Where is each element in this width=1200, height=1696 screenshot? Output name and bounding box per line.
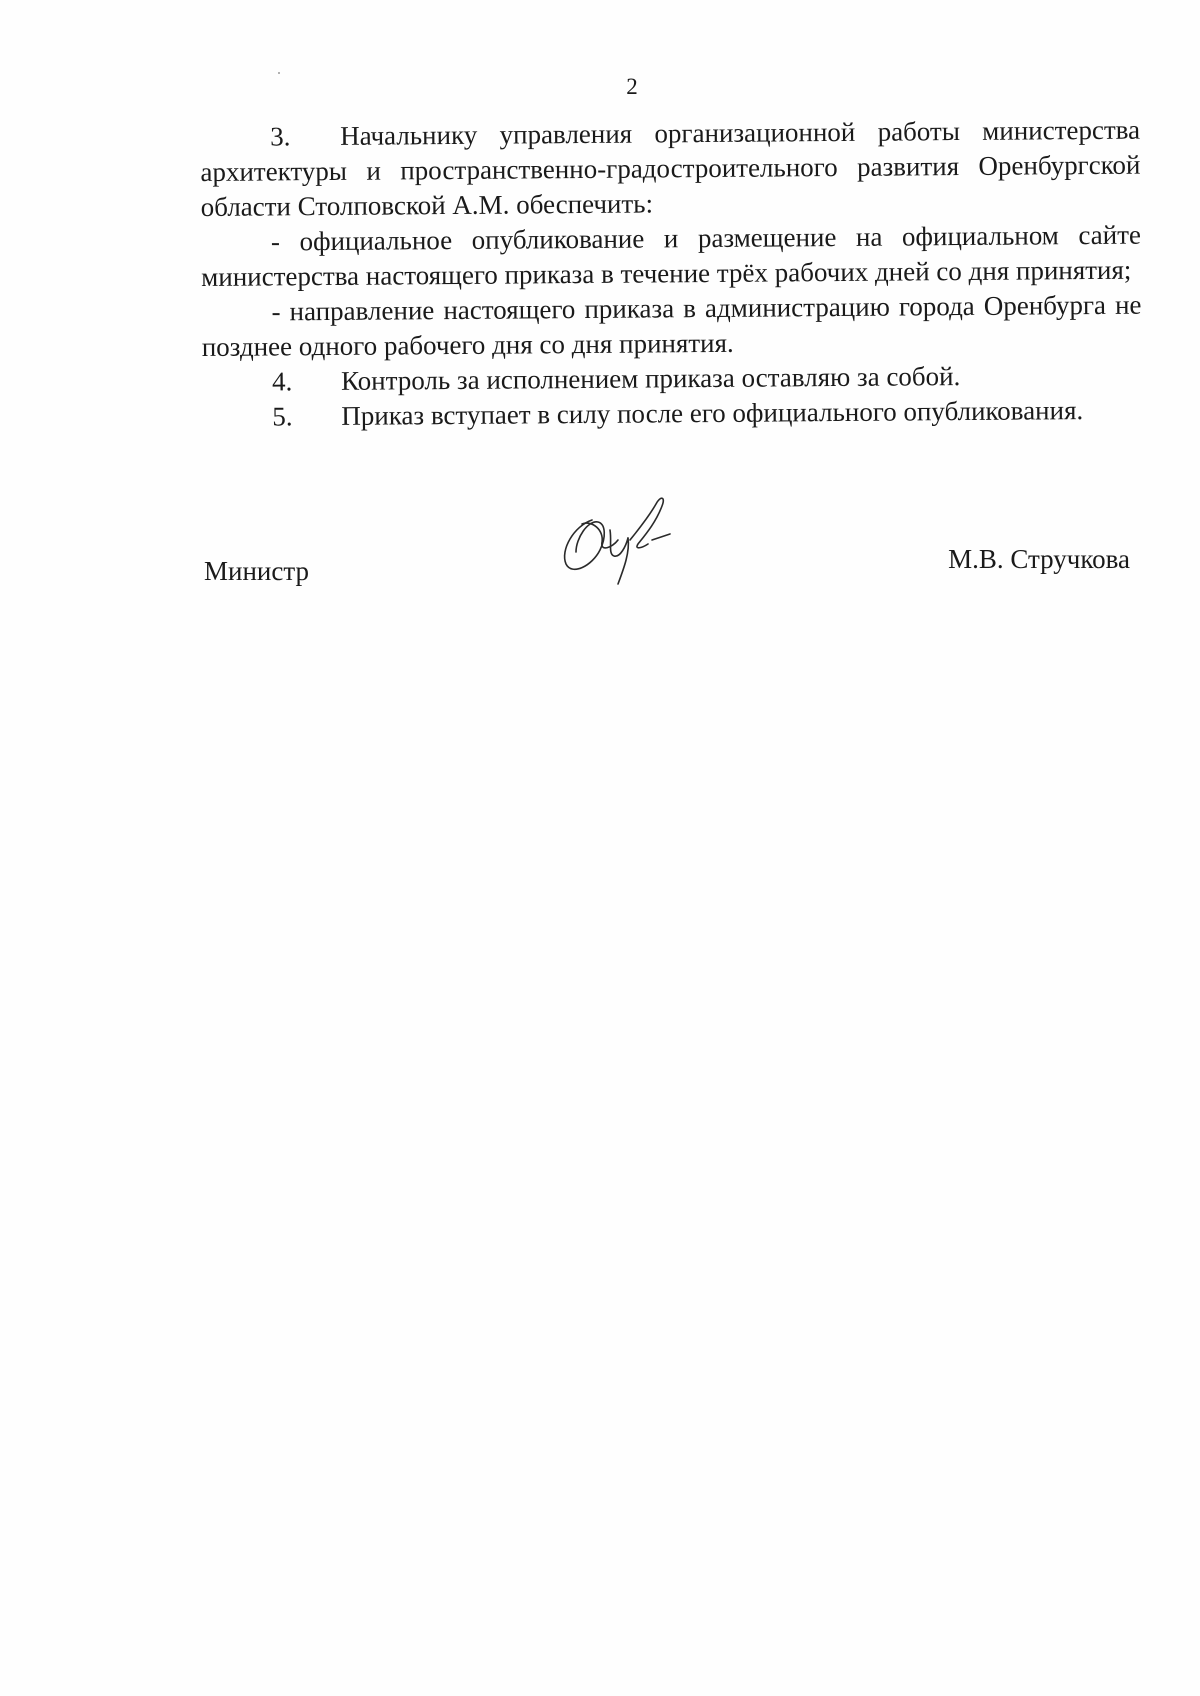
bullet-publication: - официальное опубликование и размещение на официальном сайте министерства настоящего приказа в течение трёх рабочих дней со дня принятия; <box>201 219 1142 292</box>
document-body <box>200 113 1142 435</box>
paragraph-3 <box>200 113 1141 225</box>
page-number: 2 <box>626 74 638 99</box>
paragraph-4-text: Контроль за исполнением приказа оставляю за собой. <box>340 361 961 396</box>
paragraph-5-number: 5. <box>272 401 293 432</box>
paragraph-5-text: Приказ вступает в силу после его официального опубликования. <box>341 395 1084 431</box>
paragraph-5 <box>202 393 1142 435</box>
bullet-administration: - направление настоящего приказа в администрацию города Оренбурга не позднее одного рабочего дня со дня принятия. <box>201 289 1142 362</box>
signature-block <box>200 524 1130 604</box>
signatory-title: Министр <box>204 556 309 586</box>
paragraph-4-number: 4. <box>271 366 293 397</box>
paragraph-3-text: Начальнику управления организационной работы министерства архитектуры и пространственно-градостроительного развития Оренбургской области Столповской А.М. обеспечить: <box>200 114 1141 222</box>
paragraph-3-number: 3. <box>270 121 291 152</box>
handwritten-signature <box>552 490 702 590</box>
signatory-name: М.В. Стручкова <box>948 544 1130 574</box>
